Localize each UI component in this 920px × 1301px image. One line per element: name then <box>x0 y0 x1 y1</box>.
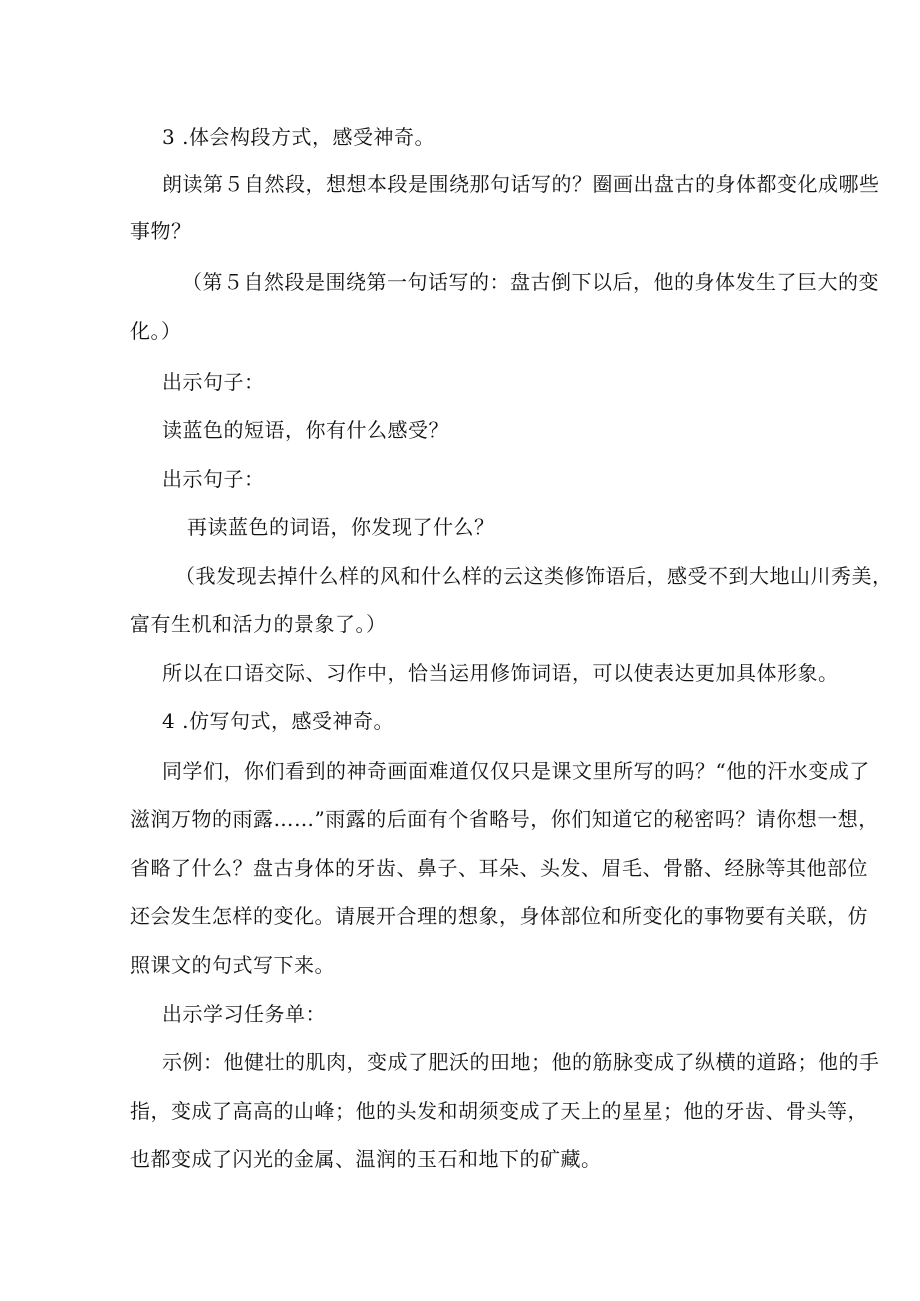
paragraph-line: 出示句子： <box>162 467 265 491</box>
section-heading-4: 4 .仿写句式，感受神奇。 <box>162 709 394 733</box>
paragraph-line: 省略了什么？盘古身体的牙齿、鼻子、耳朵、头发、眉毛、骨骼、经脉等其他部位 <box>130 856 868 880</box>
paragraph-line: 示例：他健壮的肌肉，变成了肥沃的田地；他的筋脉变成了纵横的道路；他的手 <box>162 1050 880 1074</box>
paragraph-line: 还会发生怎样的变化。请展开合理的想象，身体部位和所变化的事物要有关联，仿 <box>130 904 868 928</box>
paragraph-line: 出示学习任务单： <box>162 1002 326 1026</box>
paragraph-line: 读蓝色的短语，你有什么感受？ <box>162 418 449 442</box>
paragraph-line: 化。） <box>130 319 182 343</box>
paragraph-line: 再读蓝色的词语，你发现了什么？ <box>187 515 495 539</box>
paragraph-line: 出示句子： <box>162 370 265 394</box>
paragraph-line: 朗读第５自然段，想想本段是围绕那句话写的？圈画出盘古的身体都变化成哪些 <box>162 172 880 196</box>
paragraph-line: 照课文的句式写下来。 <box>130 953 335 977</box>
paragraph-line: （我发现去掉什么样的风和什么样的云这类修饰语后，感受不到大地山川秀美， <box>175 564 893 588</box>
paragraph-line: 滋润万物的雨露……”雨露的后面有个省略号，你们知道它的秘密吗？请你想一想， <box>130 807 879 831</box>
paragraph-line: 也都变成了闪光的金属、温润的玉石和地下的矿藏。 <box>130 1147 602 1171</box>
section-heading-3: 3 .体会构段方式，感受神奇。 <box>162 125 435 149</box>
paragraph-line: 所以在口语交际、习作中，恰当运用修饰词语，可以使表达更加具体形象。 <box>162 661 839 685</box>
paragraph-line: 同学们，你们看到的神奇画面难道仅仅只是课文里所写的吗？“他的汗水变成了 <box>162 759 870 783</box>
paragraph-line: 指，变成了高高的山峰；他的头发和胡须变成了天上的星星；他的牙齿、骨头等， <box>130 1099 868 1123</box>
paragraph-line: 事物？ <box>130 219 192 243</box>
paragraph-line: （第５自然段是围绕第一句话写的：盘古倒下以后，他的身体发生了巨大的变 <box>182 270 879 294</box>
paragraph-line: 富有生机和活力的景象了。） <box>130 612 387 636</box>
